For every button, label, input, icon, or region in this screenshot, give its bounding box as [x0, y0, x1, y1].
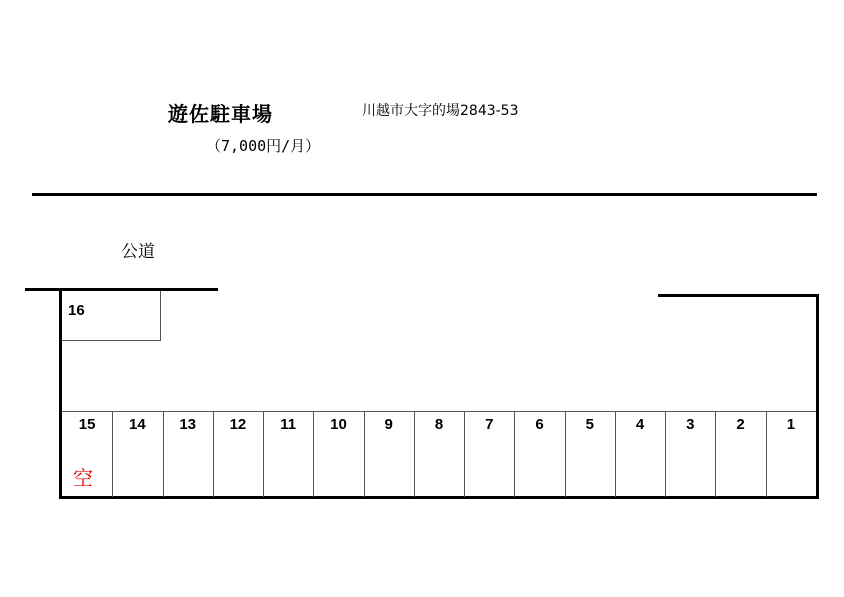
road-boundary-line — [32, 193, 817, 196]
slot-divider — [313, 412, 314, 497]
lot-entrance-right-line — [658, 294, 819, 297]
slot-divider — [514, 412, 515, 497]
lot-entrance-left-line — [25, 288, 218, 291]
slot-16-number: 16 — [68, 302, 85, 319]
slot-13-number: 13 — [179, 416, 196, 433]
slot-16-right-edge — [160, 291, 161, 341]
slot-divider — [414, 412, 415, 497]
slot-12-number: 12 — [229, 416, 247, 433]
page-title: 遊佐駐車場 — [168, 102, 273, 126]
slot-divider — [665, 412, 666, 497]
slot-1-number: 1 — [786, 416, 796, 433]
slot-divider — [766, 412, 767, 497]
address: 川越市大字的場2843-53 — [362, 103, 519, 119]
slot-10-number: 10 — [330, 416, 347, 433]
slot-4-number: 4 — [635, 416, 645, 433]
slot-divider — [263, 412, 264, 497]
slot-15-vacant-mark: 空 — [73, 466, 93, 490]
slot-row-top-line — [62, 411, 816, 412]
slot-9-number: 9 — [384, 416, 393, 433]
slot-2-number: 2 — [736, 416, 745, 433]
slot-divider — [163, 412, 164, 497]
slot-8-number: 8 — [434, 416, 444, 433]
slot-16-bottom-edge — [62, 340, 161, 341]
slot-divider — [615, 412, 616, 497]
slot-divider — [565, 412, 566, 497]
lot-left-wall — [59, 288, 62, 499]
slot-7-number: 7 — [485, 416, 494, 433]
slot-divider — [213, 412, 214, 497]
slot-divider — [715, 412, 716, 497]
slot-divider — [464, 412, 465, 497]
lot-bottom-wall — [59, 496, 819, 499]
slot-3-number: 3 — [686, 416, 695, 433]
road-label: 公道 — [121, 242, 155, 262]
slot-11-number: 11 — [280, 416, 297, 433]
slot-14-number: 14 — [129, 416, 146, 433]
slot-divider — [364, 412, 365, 497]
lot-right-wall — [816, 294, 819, 499]
slot-divider — [112, 412, 113, 497]
slot-6-number: 6 — [535, 416, 544, 433]
slot-15-number: 15 — [78, 416, 96, 433]
monthly-price: （7,000円/月） — [206, 137, 321, 155]
slot-5-number: 5 — [585, 416, 594, 433]
